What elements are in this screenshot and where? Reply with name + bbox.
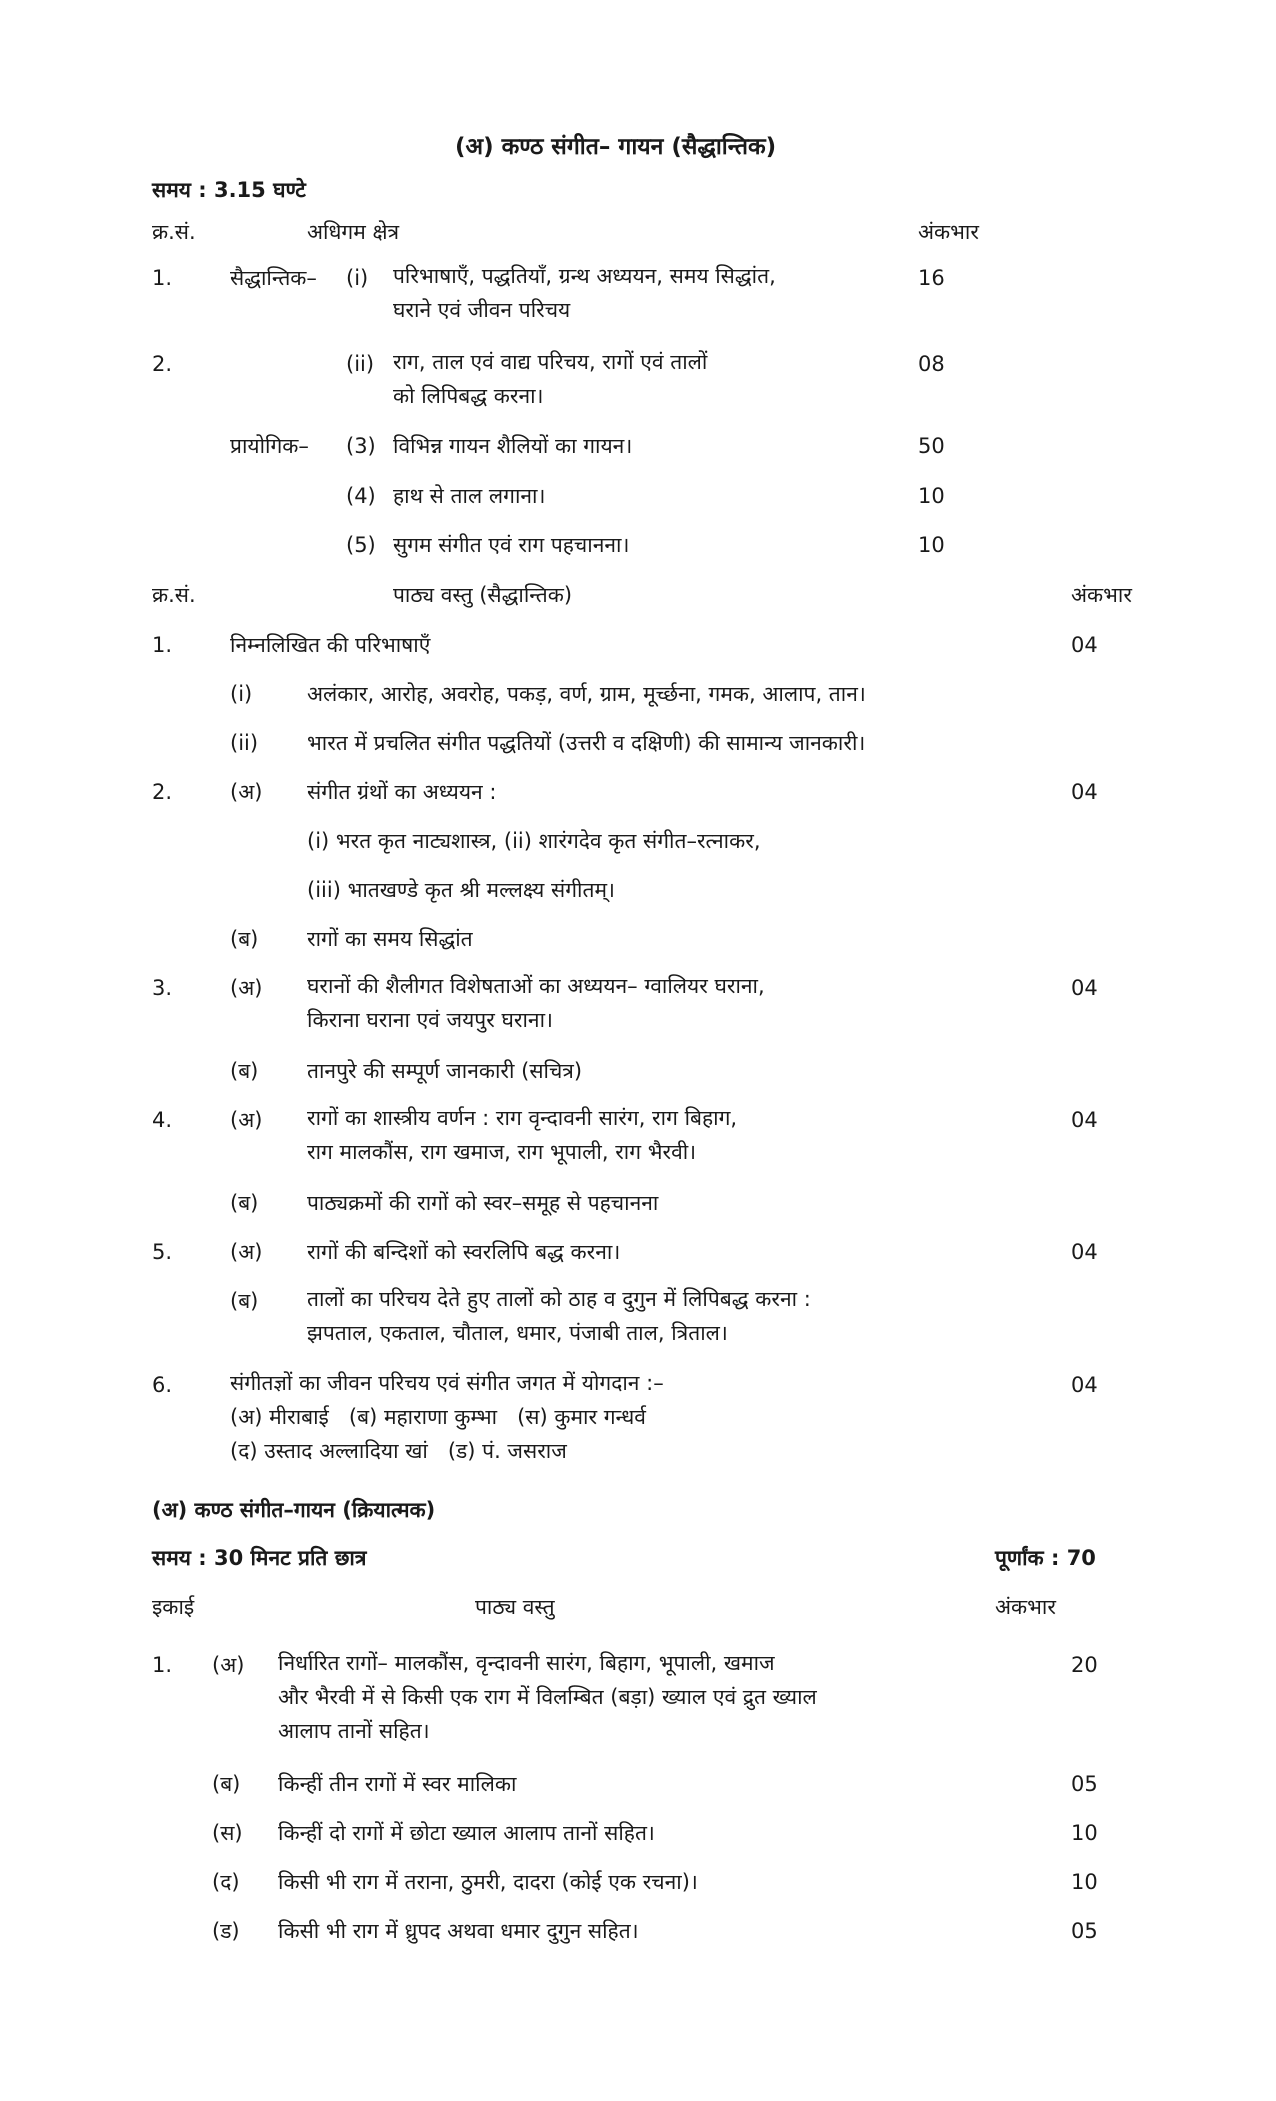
item-text: रागों की बन्दिशों को स्वरलिपि बद्ध करना। [307,1240,621,1264]
item-marks: 05 [1071,1772,1098,1796]
item-text: भारत में प्रचलित संगीत पद्धतियों (उत्तरी व दक्षिणी) की सामान्य जानकारी। [307,731,866,755]
overview-header-no: क्र.सं. [152,220,196,244]
item-marks: 04 [1071,780,1098,804]
item-marks: 10 [1071,1870,1098,1894]
page-title: (अ) कण्ठ संगीत– गायन (सैद्धान्तिक) [455,134,777,160]
theory-header-marks: अंकभार [1071,583,1132,607]
item-text: घरानों की शैलीगत विशेषताओं का अध्ययन– ग्वालियर घराना, किराना घराना एवं जयपुर घराना। [307,974,765,1032]
item-number: 3. [152,976,173,1000]
row-text: परिभाषाएँ, पद्धतियाँ, ग्रन्थ अध्ययन, समय सिद्धांत, घराने एवं जीवन परिचय [393,264,776,322]
overview-header-area: अधिगम क्षेत्र [307,220,400,244]
row-marks: 50 [918,434,945,458]
item-sub-index: (अ) [230,1240,263,1264]
item-text: किन्हीं दो रागों में छोटा ख्याल आलाप तानों सहित। [278,1821,655,1845]
theory-header-no: क्र.सं. [152,583,196,607]
item-marks: 04 [1071,1240,1098,1264]
row-text: विभिन्न गायन शैलियों का गायन। [393,434,633,458]
item-text: संगीत ग्रंथों का अध्ययन : [307,780,497,804]
row-text: सुगम संगीत एवं राग पहचानना। [393,533,630,557]
overview-header-marks: अंकभार [918,220,979,244]
row-sub-index: (4) [346,484,376,508]
item-marks: 04 [1071,633,1098,657]
item-marks: 04 [1071,1373,1098,1397]
item-text: किसी भी राग में ध्रुपद अथवा धमार दुगुन सहित। [278,1919,639,1943]
item-marks: 20 [1071,1653,1098,1677]
practical-header-unit: इकाई [152,1595,195,1619]
item-text: किसी भी राग में तराना, ठुमरी, दादरा (कोई एक रचना)। [278,1870,698,1894]
practical-time: समय : 30 मिनट प्रति छात्र [152,1546,367,1570]
item-text: (i) भरत कृत नाट्यशास्त्र, (ii) शारंगदेव कृत संगीत–रत्नाकर, [307,829,761,853]
item-sub-index: (ब) [230,1191,259,1215]
row-category: प्रायोगिक– [230,434,309,458]
row-marks: 10 [918,484,945,508]
item-sub-index: (ब) [230,1059,259,1083]
row-sub-index: (5) [346,533,376,557]
item-marks: 04 [1071,1108,1098,1132]
item-text: निम्नलिखित की परिभाषाएँ [230,633,431,657]
item-sub-index: (i) [230,682,253,706]
item-number: 4. [152,1108,173,1132]
item-number: 1. [152,633,173,657]
item-number: 6. [152,1373,173,1397]
row-marks: 08 [918,352,945,376]
item-text: पाठ्यक्रमों की रागों को स्वर–समूह से पहचानना [307,1191,659,1215]
item-sub-index: (स) [212,1821,243,1845]
item-number: 2. [152,780,173,804]
practical-header-marks: अंकभार [995,1595,1056,1619]
item-sub-index: (अ) [230,1108,263,1132]
item-sub-index: (ब) [230,927,259,951]
row-text: राग, ताल एवं वाद्य परिचय, रागों एवं तालों को लिपिबद्ध करना। [393,350,708,408]
item-text: रागों का शास्त्रीय वर्णन : राग वृन्दावनी सारंग, राग बिहाग, राग मालकौंस, राग खमाज, राग भूपाली, राग भैरवी। [307,1106,738,1164]
item-text: रागों का समय सिद्धांत [307,927,473,951]
item-text: तानपुरे की सम्पूर्ण जानकारी (सचित्र) [307,1059,583,1083]
practical-header-content: पाठ्य वस्तु [475,1595,555,1619]
item-text: अलंकार, आरोह, अवरोह, पकड़, वर्ण, ग्राम, मूर्च्छना, गमक, आलाप, तान। [307,682,866,706]
practical-heading: (अ) कण्ठ संगीत–गायन (क्रियात्मक) [152,1498,436,1522]
item-text: किन्हीं तीन रागों में स्वर मालिका [278,1772,517,1796]
row-category: सैद्धान्तिक– [230,266,317,290]
item-sub-index: (अ) [212,1653,245,1677]
row-number: 1. [152,266,173,290]
row-marks: 16 [918,266,945,290]
item-sub-index: (अ) [230,780,263,804]
row-marks: 10 [918,533,945,557]
row-number: 2. [152,352,173,376]
row-sub-index: (3) [346,434,376,458]
item-sub-index: (द) [212,1870,240,1894]
item-text: (iii) भातखण्डे कृत श्री मल्लक्ष्य संगीतम्। [307,878,615,902]
item-marks: 04 [1071,976,1098,1000]
row-sub-index: (i) [346,266,369,290]
theory-header-content: पाठ्य वस्तु (सैद्धान्तिक) [393,583,573,607]
item-text: तालों का परिचय देते हुए तालों को ठाह व दुगुन में लिपिबद्ध करना : झपताल, एकताल, चौताल, धमार, पंजाबी ताल, त्रिताल। [307,1287,811,1345]
item-sub-index: (ii) [230,731,259,755]
item-marks: 10 [1071,1821,1098,1845]
row-sub-index: (ii) [346,352,375,376]
item-marks: 05 [1071,1919,1098,1943]
item-sub-index: (ब) [212,1772,241,1796]
item-sub-index: (ड) [212,1919,240,1943]
item-text: संगीतज्ञों का जीवन परिचय एवं संगीत जगत में योगदान :– (अ) मीराबाई (ब) महाराणा कुम्भा (स) कुमार गन्धर्व (द) उस्ताद अल्लादिया खां (ड) पं. जसराज [230,1371,664,1463]
item-sub-index: (अ) [230,976,263,1000]
item-text: निर्धारित रागों– मालकौंस, वृन्दावनी सारंग, बिहाग, भूपाली, खमाज और भैरवी में से किसी एक राग में विलम्बित (बड़ा) ख्याल एवं द्रुत ख्याल आलाप तानों सहित। [278,1651,817,1743]
full-marks: पूर्णांक : 70 [995,1546,1096,1570]
item-sub-index: (ब) [230,1289,259,1313]
item-number: 1. [152,1653,173,1677]
row-text: हाथ से ताल लगाना। [393,484,546,508]
exam-time: समय : 3.15 घण्टे [152,178,306,202]
item-number: 5. [152,1240,173,1264]
